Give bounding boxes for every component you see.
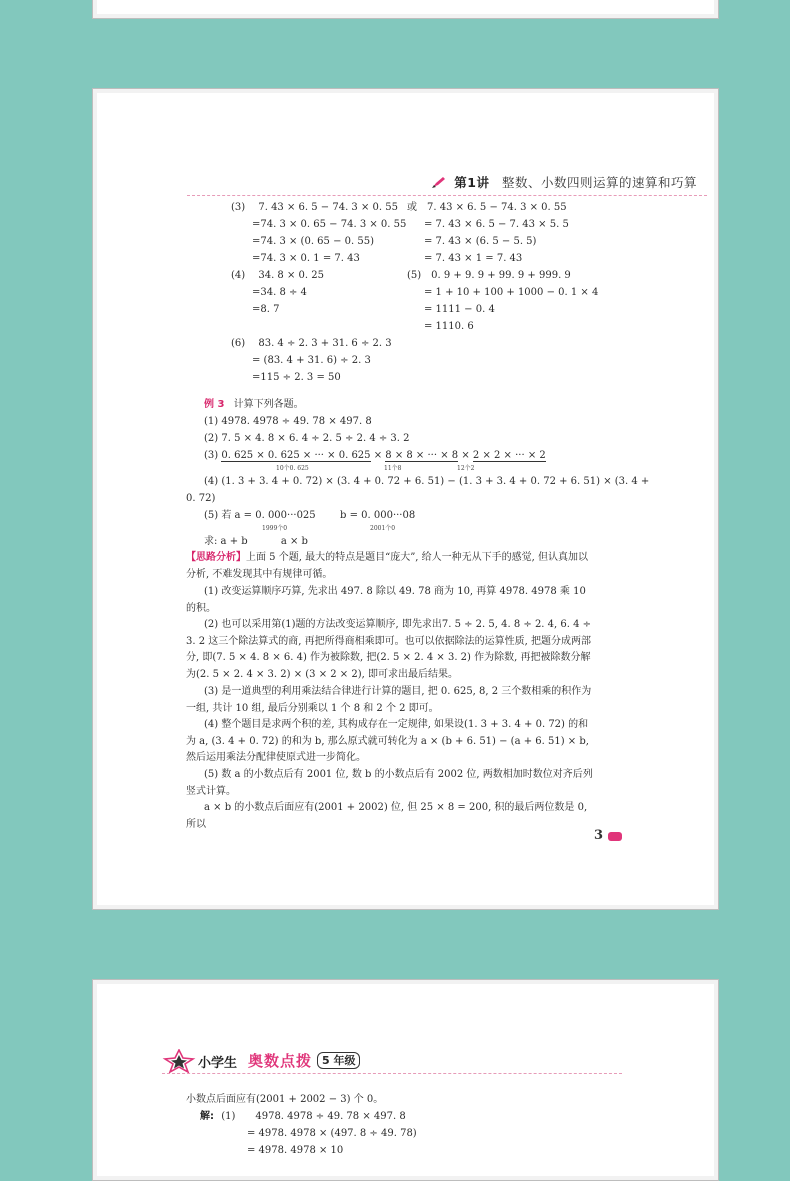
analysis-p3: (3) 是一道典型的利用乘法结合律进行计算的题目, 把 0. 625, 8, 2 三个数相乘的积作为一组, 共计 10 组, 最后分别乘以 1 个 8 和 2 个 2 即可。 xyxy=(186,686,592,714)
solution-4-line-2: =34. 8 ÷ 4 xyxy=(252,287,307,298)
example-3-q5-sub-a: 1999个0 xyxy=(262,525,288,532)
book-brand-header xyxy=(162,1049,622,1074)
example-3-q3-prefix: (3) xyxy=(204,450,219,461)
analysis-p4: (4) 整个题目是求两个积的差, 其构成存在一定规律, 如果设(1. 3 + 3. 4 + 0. 72) 的和为 a, (3. 4 + 0. 72) 的和为 b, 那么原式就可转化为 a × (b + 6. 51) − (a + 6. 51) × b, 然后运用乘法分配律使原式进一步简化。 xyxy=(186,719,589,763)
page-number: 3 xyxy=(594,828,604,843)
page-number-tab xyxy=(608,832,622,841)
analysis-p6: a × b 的小数点后面应有(2001 + 2002) 位, 但 25 × 8 = 200, 积的最后两位数是 0, 所以 xyxy=(186,802,588,830)
solution-4-line-3: =8. 7 xyxy=(252,304,280,315)
example-3-q3-times-1: × xyxy=(373,450,383,461)
chapter-title xyxy=(432,173,697,191)
example-3-q3-part-a: 0. 625 × 0. 625 × ··· × 0. 625 xyxy=(221,450,371,461)
brand-name: 小学生 xyxy=(198,1056,238,1071)
solution-6-line-3: =115 ÷ 2. 3 = 50 xyxy=(252,372,341,383)
solution-3-line-1: (3) 7. 43 × 6. 5 − 74. 3 × 0. 55 xyxy=(231,202,398,213)
solution-3-line-2: =74. 3 × 0. 65 − 74. 3 × 0. 55 xyxy=(252,219,407,230)
solution-3b-line-4: = 7. 43 × 1 = 7. 43 xyxy=(424,253,523,264)
book-page-4 xyxy=(92,979,719,1181)
star-logo-icon xyxy=(162,1049,196,1073)
analysis-p2: (2) 也可以采用第(1)题的方法改变运算顺序, 即先求出7. 5 ÷ 2. 5, 4. 8 ÷ 2. 4, 6. 4 ÷ 3. 2 这三个除法算式的商, 再把所得商相乘即可。也可以依据除法的运算性质, 把题分成两部分, 即(7. 5 × 4. 8 × 6. 4) 作为被除数, 把(2. 5 × 2. 4 × 3. 2) 作为除数, 再把被除数分解为(2. 5 × 2. 4 × 3. 2) × (3 × 2 × 2), 即可求出最后结果。 xyxy=(186,619,592,680)
lecture-title: 整数、小数四则运算的速算和巧算 xyxy=(501,175,697,190)
example-3-q2: (2) 7. 5 × 4. 8 × 6. 4 ÷ 2. 5 ÷ 2. 4 ÷ 3. 2 xyxy=(204,433,410,444)
solution-5-line-4: = 1110. 6 xyxy=(424,321,474,332)
example-3-label: 例 3 xyxy=(204,399,225,410)
example-3-q5-sub-b: 2001个0 xyxy=(370,525,396,532)
brand-title: 奥数点拨 xyxy=(248,1052,313,1070)
solution-3-line-4: =74. 3 × 0. 1 = 7. 43 xyxy=(252,253,360,264)
example-3-q5-b: b = 0. 000···08 xyxy=(340,510,416,521)
example-3-q3-times-2: × xyxy=(461,450,470,461)
example-3-heading xyxy=(204,398,304,411)
example-3-prompt: 计算下列各题。 xyxy=(233,399,304,410)
example-3-q5-a: (5) 若 a = 0. 000···025 xyxy=(204,510,316,521)
analysis-p5: (5) 数 a 的小数点后有 2001 位, 数 b 的小数点后有 2002 位, 两数相加时数位对齐后列竖式计算。 xyxy=(186,769,593,797)
solution-6-line-2: = (83. 4 + 31. 6) ÷ 2. 3 xyxy=(252,355,371,366)
solution-3b-line-2: = 7. 43 × 6. 5 − 7. 43 × 5. 5 xyxy=(424,219,569,230)
example-3-q4-line-2: 0. 72) xyxy=(186,493,216,504)
solution-5-line-3: = 1111 − 0. 4 xyxy=(424,304,495,315)
analysis-intro-text: 上面 5 个题, 最大的特点是题目“庞大”, 给人一种无从下手的感觉, 但认真加以分析, 不难发现其中有规律可循。 xyxy=(186,552,589,580)
solution-6-line-1: (6) 83. 4 ÷ 2. 3 + 31. 6 ÷ 2. 3 xyxy=(231,338,392,349)
next-page-solution-2: = 4978. 4978 × (497. 8 ÷ 49. 78) xyxy=(247,1128,417,1139)
analysis-tag: 【思路分析】 xyxy=(186,552,246,563)
example-3-q3-part-c: 2 × 2 × ··· × 2 xyxy=(472,450,546,461)
next-page-line-1: 小数点后面应有(2001 + 2002 − 3) 个 0。 xyxy=(186,1094,384,1105)
solution-4-line-1: (4) 34. 8 × 0. 25 xyxy=(231,270,324,281)
solution-5-line-2: = 1 + 10 + 100 + 1000 − 0. 1 × 4 xyxy=(424,287,599,298)
chapter-header xyxy=(187,173,707,196)
example-3-q4-line-1: (4) (1. 3 + 3. 4 + 0. 72) × (3. 4 + 0. 72 + 6. 51) − (1. 3 + 3. 4 + 0. 72 + 6. 51) × (3. 4 + xyxy=(204,476,650,487)
lecture-label: 第1讲 xyxy=(454,175,490,190)
pen-icon xyxy=(432,176,446,188)
grade-badge: 5 年级 xyxy=(317,1052,360,1069)
solution-3b-line-3: = 7. 43 × (6. 5 − 5. 5) xyxy=(424,236,537,247)
analysis-intro xyxy=(186,550,598,583)
next-page-solution-3: = 4978. 4978 × 10 xyxy=(247,1145,344,1156)
example-3-q3-sub-a: 10个0. 625 xyxy=(276,465,309,472)
next-page-solution-1 xyxy=(200,1110,406,1123)
solution-1-line: (1) 4978. 4978 ÷ 49. 78 × 497. 8 xyxy=(221,1111,406,1122)
example-3-q3-sub-c: 12个2 xyxy=(457,465,475,472)
previous-page-edge xyxy=(92,0,719,19)
example-3-q3 xyxy=(204,449,546,462)
example-3-q5-ask: 求: a + b a × b xyxy=(204,536,308,547)
example-3-q3-sub-b: 11个8 xyxy=(384,465,402,472)
analysis-p1: (1) 改变运算顺序巧算, 先求出 497. 8 除以 49. 78 商为 10, 再算 4978. 4978 乘 10 的积。 xyxy=(186,586,586,614)
solution-3b-line-1: 或 7. 43 × 6. 5 − 74. 3 × 0. 55 xyxy=(407,202,567,213)
example-3-q3-part-b: 8 × 8 × ··· × 8 xyxy=(385,450,459,461)
example-3-q1: (1) 4978. 4978 ÷ 49. 78 × 497. 8 xyxy=(204,416,372,427)
solution-5-line-1: (5) 0. 9 + 9. 9 + 99. 9 + 999. 9 xyxy=(407,270,571,281)
solution-label: 解: xyxy=(200,1111,214,1122)
solution-3-line-3: =74. 3 × (0. 65 − 0. 55) xyxy=(252,236,374,247)
